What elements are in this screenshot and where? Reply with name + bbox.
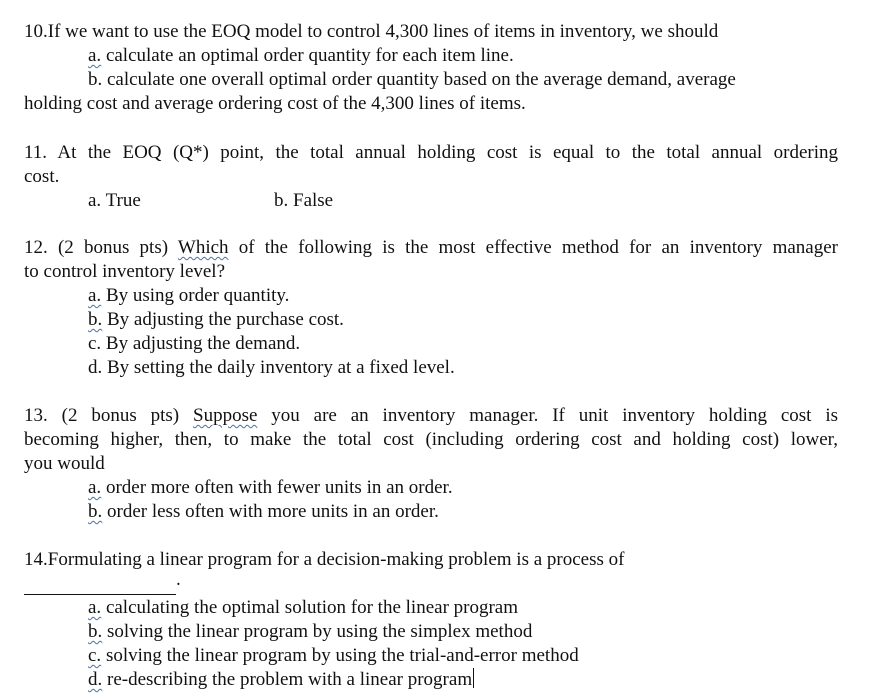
text-cursor xyxy=(473,668,474,688)
question-14-option-d xyxy=(88,668,474,692)
stem-text: 13. (2 bonus pts) xyxy=(24,405,193,426)
option-letter: b. xyxy=(88,309,103,330)
stem-text-squiggle: Suppose xyxy=(193,405,258,426)
question-14-option-c xyxy=(88,644,579,668)
question-14-option-b xyxy=(88,620,532,644)
stem-text-squiggle: Which xyxy=(177,237,229,258)
question-13-option-a xyxy=(88,476,453,500)
question-12-stem-continued: to control inventory level? xyxy=(24,261,226,282)
option-text: calculating the optimal solution for the linear program xyxy=(101,597,519,618)
option-letter: b. xyxy=(88,501,103,522)
stem-text: of the following is the most effective method for an inventory manager xyxy=(228,237,838,258)
question-12-option-a xyxy=(88,284,289,308)
question-10-option-a xyxy=(88,44,514,68)
question-12-option-c: c. By adjusting the demand. xyxy=(88,333,301,354)
option-text: order more often with fewer units in an order. xyxy=(101,477,453,498)
option-letter: a. xyxy=(88,477,102,498)
question-13-stem-end: you would xyxy=(24,453,105,474)
stem-text: you are an inventory manager. If unit inventory holding cost is xyxy=(257,405,838,426)
question-11-stem: 11. At the EOQ (Q*) point, the total annual holding cost is equal to the total annual ordering xyxy=(24,142,838,163)
option-text: calculate an optimal order quantity for each item line. xyxy=(101,45,514,66)
question-12-stem xyxy=(24,236,838,260)
option-letter: d. xyxy=(88,669,103,690)
question-13-stem-continued: becoming higher, then, to make the total cost (including ordering cost and holding cost) lower, xyxy=(24,429,838,450)
option-text: solving the linear program by using the simplex method xyxy=(102,621,533,642)
option-text: order less often with more units in an order. xyxy=(102,501,439,522)
option-text: solving the linear program by using the trial-and-error method xyxy=(101,645,579,666)
answer-blank-line xyxy=(24,594,176,595)
option-text: re-describing the problem with a linear program xyxy=(102,669,473,690)
option-letter: b. xyxy=(88,69,103,90)
question-13-option-b xyxy=(88,500,439,524)
option-letter: a. xyxy=(88,45,102,66)
option-text: By adjusting the purchase cost. xyxy=(102,309,344,330)
option-text: By using order quantity. xyxy=(101,285,290,306)
question-14-stem: 14.Formulating a linear program for a decision-making problem is a process of xyxy=(24,549,625,570)
question-13-stem xyxy=(24,404,838,428)
question-12-option-b xyxy=(88,308,344,332)
option-letter: a. xyxy=(88,597,102,618)
question-10-option-b xyxy=(88,68,736,92)
stem-text: 12. (2 bonus pts) xyxy=(24,237,178,258)
question-11-option-b: b. False xyxy=(274,190,334,211)
question-11-option-a: a. True xyxy=(88,190,141,211)
option-letter: a. xyxy=(88,285,102,306)
question-14-option-a xyxy=(88,596,518,620)
option-letter: b. xyxy=(88,621,103,642)
question-10-stem: 10.If we want to use the EOQ model to control 4,300 lines of items in inventory, we should xyxy=(24,21,719,42)
question-11-stem-continued: cost. xyxy=(24,166,60,187)
option-text: calculate one overall optimal order quantity based on the average demand, average xyxy=(102,69,736,90)
question-12-option-d: d. By setting the daily inventory at a fixed level. xyxy=(88,357,455,378)
answer-blank-period: . xyxy=(176,569,181,590)
option-letter: c. xyxy=(88,645,102,666)
question-10-option-b-continued: holding cost and average ordering cost of the 4,300 lines of items. xyxy=(24,93,526,114)
